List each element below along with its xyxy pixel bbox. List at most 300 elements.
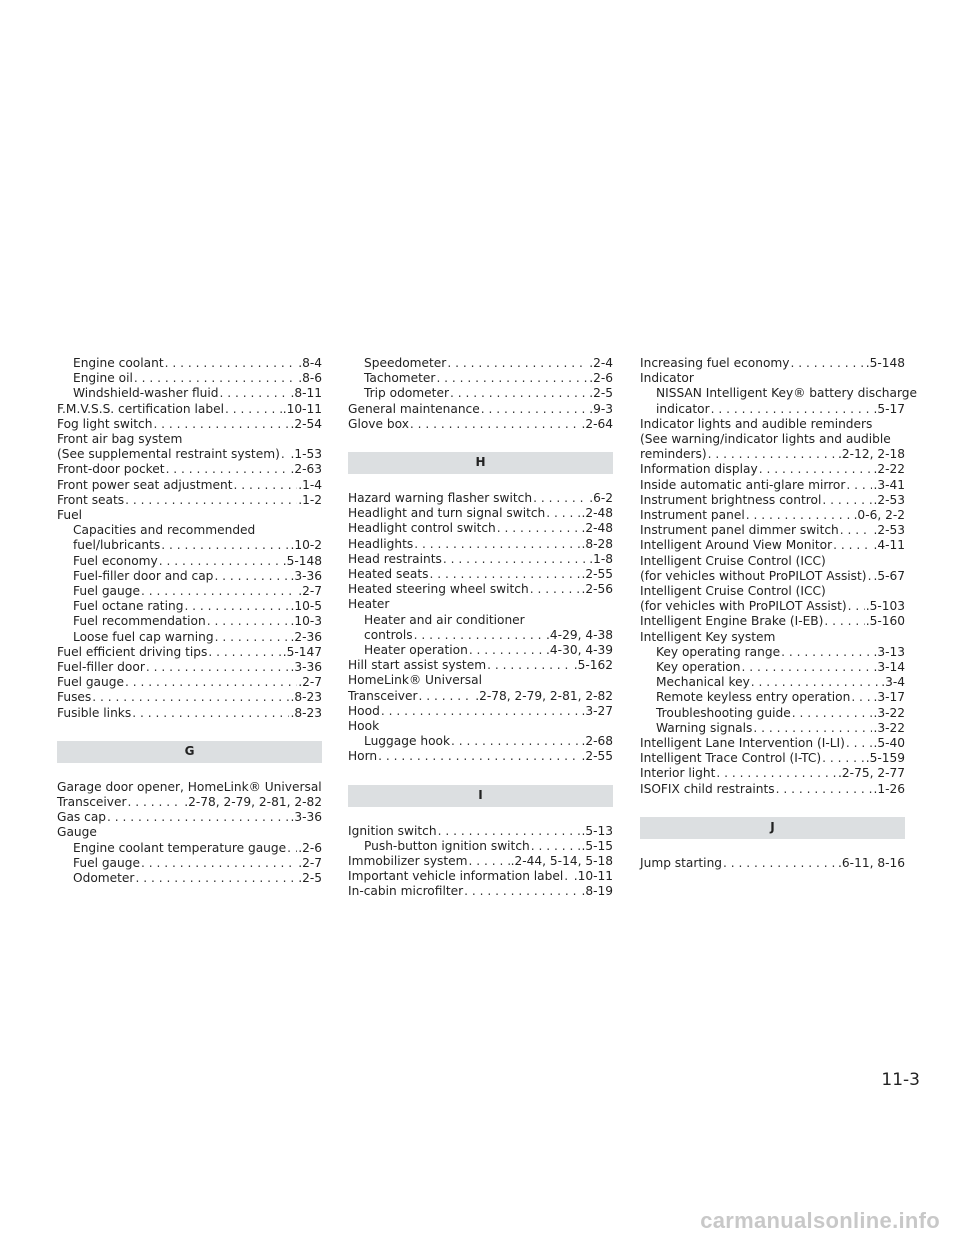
entry-page-ref: .2-36	[290, 629, 322, 644]
index-entry	[640, 538, 905, 553]
entry-page-ref: .8-28	[581, 536, 613, 551]
entry-page-ref: .5-67	[873, 568, 905, 583]
entry-topic: Fog light switch	[57, 416, 153, 431]
index-entry	[57, 462, 322, 477]
dot-leader	[846, 478, 872, 493]
index-entry	[640, 690, 905, 705]
entry-topic: Hood	[348, 703, 380, 718]
index-entry	[348, 491, 613, 506]
index-entry	[348, 567, 613, 582]
entry-page-ref: .3-36	[290, 568, 322, 583]
entry-topic: Key operating range	[656, 644, 781, 659]
entry-topic: Fuel-filler door and cap	[73, 568, 214, 583]
section-letter: J	[770, 820, 775, 835]
entry-topic: Ignition switch	[348, 823, 437, 838]
entry-page-ref: .3-13	[873, 644, 905, 659]
entry-topic: Information display	[640, 462, 758, 477]
entry-topic: fuel/lubricants	[73, 538, 161, 553]
entry-page-ref: .10-2	[290, 538, 322, 553]
entry-page-ref: .8-6	[298, 371, 322, 386]
entry-page-ref: .8-19	[581, 884, 613, 899]
entry-page-ref: .1-26	[873, 781, 905, 796]
entry-page-ref: .2-6	[298, 840, 322, 855]
index-entry	[348, 869, 613, 884]
index-entry	[640, 721, 905, 736]
dot-leader	[125, 493, 297, 508]
entry-page-ref: .2-68	[581, 734, 613, 749]
dot-leader	[134, 371, 297, 386]
dot-leader	[746, 508, 853, 523]
dot-leader	[531, 839, 581, 854]
entry-page-ref: .1-4	[298, 477, 322, 492]
index-entry	[640, 508, 905, 523]
index-entry	[348, 824, 613, 839]
entry-topic: Transceiver	[348, 688, 418, 703]
entry-page-ref: .2-53	[873, 523, 905, 538]
dot-leader	[840, 523, 873, 538]
entry-page-ref: .10-3	[290, 614, 322, 629]
entry-page-ref: .2-55	[581, 749, 613, 764]
index-entry	[348, 628, 613, 643]
dot-leader	[530, 582, 581, 597]
entry-topic: Fuel gauge	[73, 855, 140, 870]
index-heading: Indicator	[640, 371, 694, 386]
index-entry	[57, 447, 322, 462]
dot-leader	[220, 386, 290, 401]
index-entry	[57, 386, 322, 401]
entry-topic: Windshield-washer fluid	[73, 386, 219, 401]
entry-page-ref: .3-36	[290, 810, 322, 825]
dot-leader	[165, 356, 298, 371]
index-entry	[57, 675, 322, 690]
index-entry	[348, 749, 613, 764]
index-entry	[348, 854, 613, 869]
dot-leader	[723, 856, 837, 871]
index-entry	[348, 521, 613, 536]
entry-topic: Heater operation	[364, 643, 468, 658]
index-entry	[57, 706, 322, 721]
entry-page-ref: .2-7	[298, 675, 322, 690]
entry-page-ref: .2-56	[581, 582, 613, 597]
entry-page-ref: .3-14	[873, 660, 905, 675]
dot-leader	[464, 884, 580, 899]
dot-leader	[487, 658, 573, 673]
section-letter: I	[478, 788, 483, 803]
dot-leader	[184, 599, 289, 614]
entry-topic: Intelligent Engine Brake (I-EB)	[640, 614, 824, 629]
entry-topic: controls	[364, 627, 413, 642]
dot-leader	[759, 462, 873, 477]
entry-topic: Horn	[348, 749, 378, 764]
entry-topic: Engine oil	[73, 371, 133, 386]
entry-topic: Mechanical key	[656, 675, 750, 690]
index-entry	[57, 478, 322, 493]
dot-leader	[381, 704, 581, 719]
entry-topic: reminders)	[640, 447, 707, 462]
index-column-1	[57, 356, 322, 886]
entry-page-ref: .5-162	[573, 658, 613, 673]
dot-leader	[429, 567, 580, 582]
index-entry	[348, 704, 613, 719]
index-heading: Heater and air conditioner	[364, 612, 525, 627]
entry-topic: Fuel gauge	[73, 584, 140, 599]
entry-topic: Transceiver	[57, 795, 127, 810]
entry-topic: Speedometer	[364, 356, 447, 370]
entry-topic: Remote keyless entry operation	[656, 690, 851, 705]
entry-topic: Headlights	[348, 536, 414, 551]
index-entry	[57, 690, 322, 705]
entry-topic: Hazard warning flasher switch	[348, 491, 533, 506]
entry-topic: In-cabin microfilter	[348, 884, 464, 899]
index-heading: Fuel	[57, 508, 82, 523]
entry-page-ref: .3-41	[873, 477, 905, 492]
entry-topic: Fuel economy	[73, 553, 158, 568]
index-entry	[348, 839, 613, 854]
dot-leader	[822, 751, 865, 766]
index-heading: Heater	[348, 597, 390, 612]
entry-page-ref: .2-6	[589, 371, 613, 386]
index-entry	[57, 841, 322, 856]
watermark: carmanualsonline.info	[700, 1208, 940, 1233]
dot-leader	[533, 491, 588, 506]
entry-topic: Glove box	[348, 416, 409, 431]
dot-leader	[742, 660, 873, 675]
dot-leader	[447, 356, 588, 371]
dot-leader	[481, 402, 588, 417]
entry-page-ref: .3-27	[581, 703, 613, 718]
index-entry	[640, 645, 905, 660]
dot-leader	[214, 569, 289, 584]
dot-leader	[234, 478, 298, 493]
dot-leader	[443, 552, 588, 567]
entry-topic: ISOFIX child restraints	[640, 781, 775, 796]
entry-topic: Heated seats	[348, 567, 429, 582]
entry-page-ref: .5-40	[873, 736, 905, 751]
entry-page-ref: .2-63	[290, 462, 322, 477]
index-entry	[348, 643, 613, 658]
dot-leader	[451, 734, 580, 749]
dot-leader	[546, 506, 580, 521]
dot-leader	[776, 782, 873, 797]
index-entry	[57, 810, 322, 825]
index-entry	[640, 569, 905, 584]
dot-leader	[781, 645, 872, 660]
index-entry	[640, 599, 905, 614]
index-entry	[640, 766, 905, 781]
dot-leader	[287, 841, 297, 856]
entry-topic: Increasing fuel economy	[640, 356, 790, 370]
dot-leader	[135, 871, 297, 886]
entry-page-ref: .10-11	[573, 869, 613, 884]
dot-leader	[791, 356, 865, 371]
entry-page-ref: .2-5	[589, 386, 613, 401]
entry-topic: Front seats	[57, 492, 125, 507]
entry-topic: Intelligent Lane Intervention (I-LI)	[640, 736, 845, 751]
index-column-2	[348, 356, 613, 900]
entry-topic: Headlight control switch	[348, 521, 496, 536]
entry-topic: F.M.V.S.S. certification label	[57, 401, 224, 416]
dot-leader	[564, 869, 572, 884]
index-entry	[57, 569, 322, 584]
entry-topic: General maintenance	[348, 401, 480, 416]
index-entry	[640, 706, 905, 721]
entry-topic: Tachometer	[364, 371, 436, 386]
index-heading: Garage door opener, HomeLink® Universal	[57, 779, 322, 794]
dot-leader	[824, 614, 864, 629]
entry-page-ref: .2-22	[873, 462, 905, 477]
entry-topic: indicator	[656, 401, 710, 416]
index-heading: Indicator lights and audible reminders	[640, 416, 873, 431]
entry-topic: Instrument panel	[640, 508, 745, 523]
index-heading: Intelligent Cruise Control (ICC)	[640, 553, 826, 568]
entry-page-ref: .4-30, 4-39	[546, 643, 613, 658]
entry-page-ref: .2-48	[581, 506, 613, 521]
dot-leader	[846, 736, 873, 751]
index-entry	[57, 554, 322, 569]
index-entry	[57, 402, 322, 417]
entry-page-ref: .2-44, 5-14, 5-18	[510, 854, 613, 869]
dot-leader	[848, 599, 865, 614]
dot-leader	[208, 645, 281, 660]
entry-topic: Fuel recommendation	[73, 614, 206, 629]
entry-topic: Interior light	[640, 766, 716, 781]
entry-topic: Fuel-filler door	[57, 660, 145, 675]
dot-leader	[833, 538, 872, 553]
entry-topic: Hill start assist system	[348, 658, 487, 673]
dot-leader	[107, 810, 289, 825]
entry-topic: Important vehicle information label	[348, 869, 564, 884]
dot-leader	[215, 630, 290, 645]
index-entry	[640, 614, 905, 629]
entry-page-ref: .1-2	[298, 492, 322, 507]
index-entry	[57, 660, 322, 675]
section-header	[57, 741, 322, 763]
entry-page-ref: .2-75, 2-77	[838, 766, 905, 781]
entry-topic: Instrument brightness control	[640, 492, 822, 507]
entry-page-ref: .3-22	[873, 720, 905, 735]
index-heading: Gauge	[57, 825, 97, 840]
index-entry	[640, 782, 905, 797]
entry-page-ref: .5-147	[282, 644, 322, 659]
entry-page-ref: .2-53	[873, 492, 905, 507]
entry-page-ref: .2-78, 2-79, 2-81, 2-82	[475, 688, 613, 703]
index-entry	[57, 371, 322, 386]
entry-topic: Gas cap	[57, 810, 107, 825]
entry-page-ref: .8-23	[290, 690, 322, 705]
index-entry	[348, 552, 613, 567]
dot-leader	[161, 538, 289, 553]
index-heading: Intelligent Cruise Control (ICC)	[640, 584, 826, 599]
dot-leader	[141, 856, 297, 871]
dot-leader	[436, 371, 588, 386]
index-entry	[57, 630, 322, 645]
dot-leader	[469, 643, 545, 658]
dot-leader	[822, 493, 872, 508]
index-entry	[640, 447, 905, 462]
entry-topic: Troubleshooting guide	[656, 705, 791, 720]
entry-page-ref: .8-11	[290, 386, 322, 401]
section-header	[640, 817, 905, 839]
entry-topic: Loose fuel cap warning	[73, 629, 214, 644]
index-entry	[57, 871, 322, 886]
entry-page-ref: .8-4	[298, 356, 322, 370]
entry-page-ref: .0-6, 2-2	[853, 508, 905, 523]
entry-page-ref: .2-64	[581, 416, 613, 431]
index-entry	[348, 356, 613, 371]
dot-leader	[128, 795, 184, 810]
entry-topic: Fuses	[57, 690, 92, 705]
entry-topic: Front-door pocket	[57, 462, 165, 477]
index-entry	[57, 493, 322, 508]
entry-topic: (See supplemental restraint system)	[57, 447, 280, 462]
entry-page-ref: .2-54	[290, 416, 322, 431]
index-entry	[640, 462, 905, 477]
entry-topic: Front power seat adjustment	[57, 477, 233, 492]
index-heading: Intelligent Key system	[640, 629, 776, 644]
index-entry	[57, 614, 322, 629]
entry-page-ref: .5-148	[282, 553, 322, 568]
entry-page-ref: .5-160	[865, 614, 905, 629]
section-letter: H	[475, 455, 486, 470]
entry-page-ref: .8-23	[290, 705, 322, 720]
entry-page-ref: .4-29, 4-38	[546, 627, 613, 642]
dot-leader	[92, 690, 289, 705]
dot-leader	[450, 386, 588, 401]
dot-leader	[125, 675, 297, 690]
entry-topic: Intelligent Trace Control (I-TC)	[640, 751, 822, 766]
entry-topic: Engine coolant temperature gauge	[73, 840, 287, 855]
dot-leader	[410, 417, 581, 432]
entry-topic: Trip odometer	[364, 386, 449, 401]
entry-topic: (for vehicles with ProPILOT Assist)	[640, 599, 847, 614]
index-column-3	[640, 356, 918, 871]
index-entry	[348, 371, 613, 386]
dot-leader	[281, 447, 290, 462]
entry-page-ref: .2-48	[581, 521, 613, 536]
index-heading: Hook	[348, 719, 380, 734]
entry-topic: Fuel efficient driving tips	[57, 644, 208, 659]
section-header	[348, 785, 613, 807]
index-entry	[640, 675, 905, 690]
dot-leader	[792, 706, 873, 721]
dot-leader	[141, 584, 297, 599]
index-entry	[640, 660, 905, 675]
entry-topic: Fusible links	[57, 705, 132, 720]
entry-page-ref: .6-11, 8-16	[838, 855, 905, 870]
dot-leader	[132, 706, 289, 721]
dot-leader	[469, 854, 510, 869]
index-entry	[57, 645, 322, 660]
entry-topic: Luggage hook	[364, 734, 451, 749]
index-entry	[348, 506, 613, 521]
entry-page-ref: .5-103	[865, 599, 905, 614]
index-heading: Capacities and recommended	[73, 523, 256, 538]
entry-page-ref: .5-15	[581, 838, 613, 853]
dot-leader	[497, 521, 581, 536]
index-entry	[348, 884, 613, 899]
entry-page-ref: .5-148	[865, 356, 905, 370]
entry-topic: Jump starting	[640, 855, 723, 870]
entry-topic: Instrument panel dimmer switch	[640, 523, 839, 538]
entry-page-ref: .2-12, 2-18	[838, 447, 905, 462]
entry-page-ref: .10-11	[282, 401, 322, 416]
index-entry	[348, 689, 613, 704]
entry-topic: Odometer	[73, 871, 135, 886]
entry-page-ref: .2-78, 2-79, 2-81, 2-82	[184, 795, 322, 810]
index-entry	[57, 599, 322, 614]
section-header	[348, 452, 613, 474]
dot-leader	[166, 462, 290, 477]
index-entry	[640, 402, 905, 417]
entry-page-ref: .3-22	[873, 705, 905, 720]
dot-leader	[225, 402, 282, 417]
dot-leader	[751, 675, 880, 690]
entry-topic: Immobilizer system	[348, 854, 468, 869]
entry-page-ref: .1-53	[290, 447, 322, 462]
entry-page-ref: .2-7	[298, 584, 322, 599]
dot-leader	[146, 660, 290, 675]
entry-topic: Engine coolant	[73, 356, 164, 370]
index-entry	[348, 537, 613, 552]
entry-page-ref: .5-159	[865, 751, 905, 766]
dot-leader	[851, 690, 872, 705]
entry-page-ref: .2-7	[298, 855, 322, 870]
entry-page-ref: .3-36	[290, 660, 322, 675]
dot-leader	[868, 569, 873, 584]
index-entry	[348, 402, 613, 417]
index-entry	[57, 538, 322, 553]
index-entry	[640, 736, 905, 751]
entry-page-ref: .3-4	[881, 675, 905, 690]
dot-leader	[414, 537, 580, 552]
entry-topic: Key operation	[656, 660, 741, 675]
index-entry	[348, 734, 613, 749]
index-entry	[57, 584, 322, 599]
entry-topic: Warning signals	[656, 720, 753, 735]
dot-leader	[438, 824, 581, 839]
index-entry	[348, 386, 613, 401]
index-entry	[640, 523, 905, 538]
entry-topic: Fuel octane rating	[73, 599, 184, 614]
index-entry	[57, 856, 322, 871]
dot-leader	[153, 417, 289, 432]
index-heading: NISSAN Intelligent Key® battery discharge	[656, 386, 918, 401]
index-entry	[348, 658, 613, 673]
entry-topic: Headlight and turn signal switch	[348, 506, 546, 521]
entry-page-ref: .3-17	[873, 690, 905, 705]
index-entry	[640, 493, 905, 508]
entry-page-ref: .9-3	[589, 401, 613, 416]
entry-topic: (for vehicles without ProPILOT Assist)	[640, 568, 867, 583]
entry-topic: Inside automatic anti-glare mirror	[640, 477, 846, 492]
entry-page-ref: .6-2	[589, 491, 613, 506]
dot-leader	[753, 721, 872, 736]
entry-page-ref: .5-13	[581, 823, 613, 838]
dot-leader	[716, 766, 837, 781]
index-entry	[348, 582, 613, 597]
index-entry	[640, 356, 905, 371]
entry-topic: Fuel gauge	[57, 675, 124, 690]
dot-leader	[378, 749, 580, 764]
entry-page-ref: .2-4	[589, 356, 613, 370]
index-entry	[57, 356, 322, 371]
entry-topic: Push-button ignition switch	[364, 838, 530, 853]
dot-leader	[419, 689, 475, 704]
entry-page-ref: .1-8	[589, 551, 613, 566]
index-entry	[348, 417, 613, 432]
index-heading: (See warning/indicator lights and audible	[640, 432, 891, 447]
index-entry	[57, 417, 322, 432]
